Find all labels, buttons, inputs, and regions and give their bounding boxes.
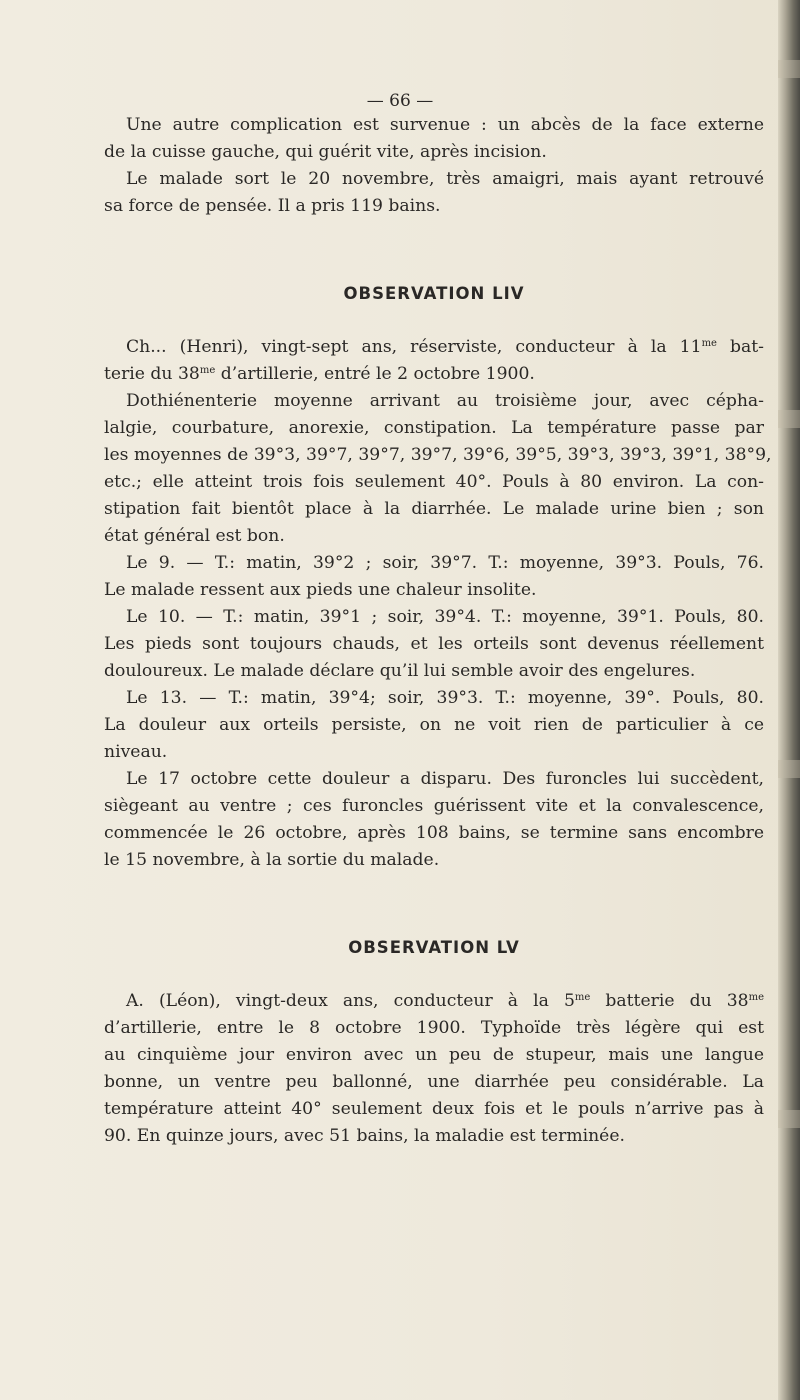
text-line: état général est bon. xyxy=(104,526,285,546)
text-line: Le 10. — T.: matin, 39°1 ; soir, 39°4. T.: moyenne, 39°1. Pouls, 80. xyxy=(126,607,764,627)
text-line: de la cuisse gauche, qui guérit vite, après incision. xyxy=(104,142,547,162)
page-number: — 66 — xyxy=(366,91,434,111)
paragraph xyxy=(104,334,772,550)
text-line: commencée le 26 octobre, après 108 bains, se termine sans encombre xyxy=(104,823,764,843)
text-line: Une autre complication est survenue : un abcès de la face externe xyxy=(126,115,764,135)
text-line: terie du $38^{me}$ d’artillerie, entré le 2 octobre 1900. xyxy=(104,364,535,384)
text-line: température atteint 40° seulement deux fois et le pouls n’arrive pas à xyxy=(104,1099,764,1119)
text-line: douloureux. Le malade déclare qu’il lui semble avoir des engelures. xyxy=(104,661,696,681)
text-line: 90. En quinze jours, avec 51 bains, la maladie est terminée. xyxy=(104,1126,625,1146)
text-line: les moyennes de 39°3, 39°7, 39°7, 39°7, 39°6, 39°5, 39°3, 39°3, 39°1, 38°9, xyxy=(104,445,772,465)
text-line: A. (Léon), vingt-deux ans, conducteur à la $5^{me}$ batterie du $38^{me}$ xyxy=(126,991,765,1011)
text-line: Les pieds sont toujours chauds, et les orteils sont devenus réellement xyxy=(104,634,764,654)
text-line: niveau. xyxy=(104,742,168,762)
text-line: etc.; elle atteint trois fois seulement 40°. Pouls à 80 environ. La con- xyxy=(104,472,764,492)
text-line: Le malade sort le 20 novembre, très amaigri, mais ayant retrouvé xyxy=(126,169,764,189)
paragraph xyxy=(104,112,764,166)
section-heading: OBSERVATION LV xyxy=(348,938,520,957)
text-line: Le malade ressent aux pieds une chaleur insolite. xyxy=(104,580,537,600)
text-line: d’artillerie, entre le 8 octobre 1900. Typhoïde très légère qui est xyxy=(104,1018,764,1038)
text-line: le 15 novembre, à la sortie du malade. xyxy=(104,850,440,870)
text-line: sa force de pensée. Il a pris 119 bains. xyxy=(104,196,441,216)
text-line: bonne, un ventre peu ballonné, une diarrhée peu considérable. La xyxy=(104,1072,764,1092)
paragraph xyxy=(104,988,764,1150)
paragraph xyxy=(104,604,764,685)
paragraph xyxy=(104,685,764,766)
text-line: siègeant au ventre ; ces furoncles guérissent vite et la convalescence, xyxy=(104,796,764,816)
book-binding-edge xyxy=(778,0,800,1400)
paragraph xyxy=(104,550,764,604)
paragraph xyxy=(104,766,764,874)
text-line: Ch... (Henri), vingt-sept ans, réserviste, conducteur à la $11^{me}$ bat- xyxy=(126,337,764,357)
text-line: Le 17 octobre cette douleur a disparu. Des furoncles lui succèdent, xyxy=(126,769,764,789)
text-line: lalgie, courbature, anorexie, constipation. La température passe par xyxy=(104,418,764,438)
text-line: Le 9. — T.: matin, 39°2 ; soir, 39°7. T.: moyenne, 39°3. Pouls, 76. xyxy=(126,553,764,573)
text-line: Dothiénenterie moyenne arrivant au troisième jour, avec cépha- xyxy=(126,391,764,411)
text-line: La douleur aux orteils persiste, on ne voit rien de particulier à ce xyxy=(104,715,764,735)
text-line: Le 13. — T.: matin, 39°4; soir, 39°3. T.: moyenne, 39°. Pouls, 80. xyxy=(126,688,764,708)
text-line: stipation fait bientôt place à la diarrhée. Le malade urine bien ; son xyxy=(104,499,764,519)
text-line: au cinquième jour environ avec un peu de stupeur, mais une langue xyxy=(104,1045,764,1065)
paragraph xyxy=(104,166,764,220)
page-text xyxy=(104,86,772,1150)
section-heading: OBSERVATION LIV xyxy=(343,284,525,303)
